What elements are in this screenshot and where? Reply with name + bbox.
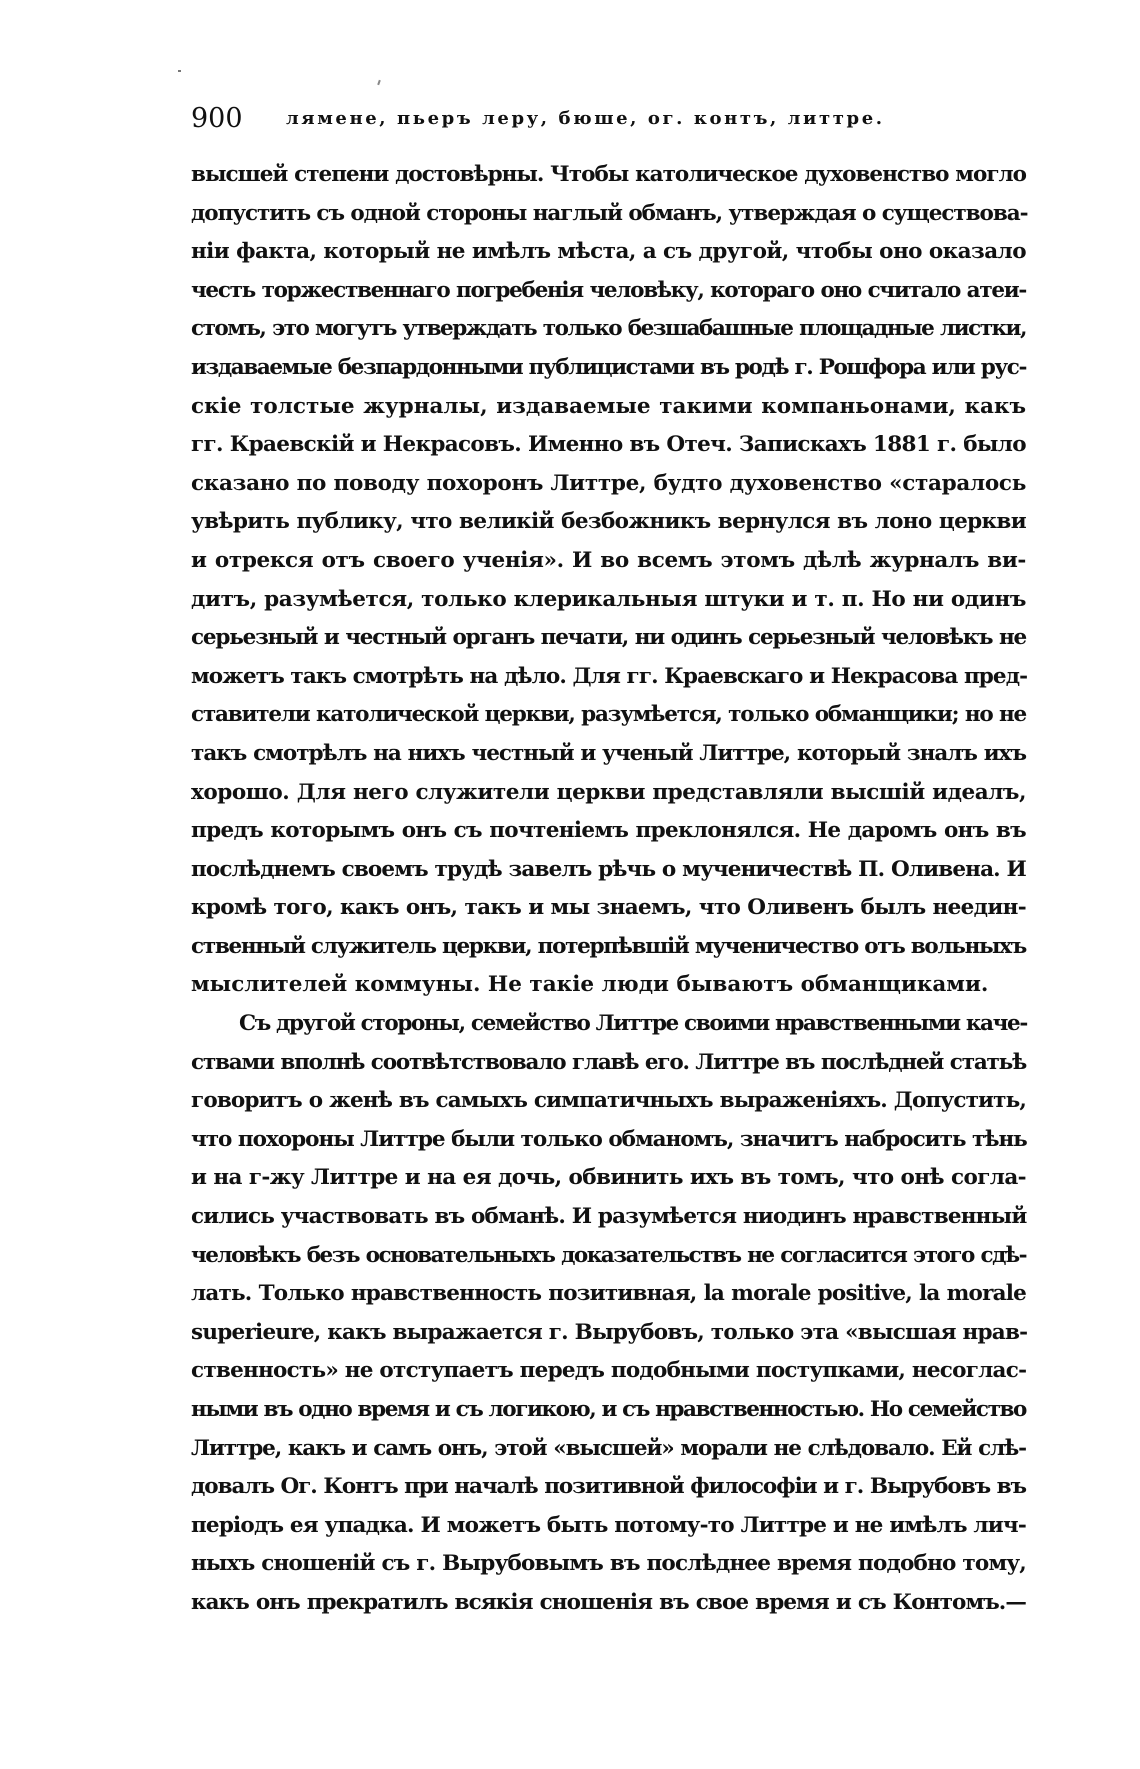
page-number: 900 xyxy=(191,103,243,134)
text-line: ствами вполнѣ соотвѣтствовало главѣ его. Литтре въ послѣдней статьѣ xyxy=(191,1049,1026,1075)
text-line: ственный служитель церкви, потерпѣвшій мученичество отъ вольныхъ xyxy=(191,933,1026,959)
text-line: высшей степени достовѣрны. Чтобы католическое духовенство могло xyxy=(191,162,1026,187)
text-line: говоритъ о женѣ въ самыхъ симпатичныхъ выраженіяхъ. Допустить, xyxy=(191,1088,1026,1114)
text-line: мыслителей коммуны. Не такіе люди бываютъ обманщиками. xyxy=(191,972,989,998)
text-line: такъ смотрѣлъ на нихъ честный и ученый Литтре, который зналъ ихъ xyxy=(191,740,1026,766)
text-line: superieure, какъ выражается г. Вырубовъ, только эта «высшая нрав- xyxy=(191,1319,1028,1345)
text-line: честь торжественнаго погребенія человѣку, котораго оно считало атеи- xyxy=(191,277,1026,303)
text-line: кромѣ того, какъ онъ, такъ и мы знаемъ, что Оливенъ былъ неедин- xyxy=(191,895,1026,921)
text-line: что похороны Литтре были только обманомъ, значитъ набросить тѣнь xyxy=(191,1126,1027,1152)
text-line: ныхъ сношеній съ г. Вырубовымъ въ послѣднее время подобно тому, xyxy=(191,1551,1026,1577)
text-line: предъ которымъ онъ съ почтеніемъ преклонялся. Не даромъ онъ въ xyxy=(191,818,1026,844)
text-line: какъ онъ прекратилъ всякія сношенія въ свое время и съ Контомъ.— xyxy=(191,1589,1026,1615)
text-line: лать. Только нравственность позитивная, la morale positive, la morale xyxy=(191,1281,1026,1307)
text-line: ными въ одно время и съ логикою, и съ нравственностью. Но семейство xyxy=(191,1397,1026,1422)
text-line: и на г-жу Литтре и на ея дочь, обвинить ихъ въ томъ, что онѣ согла- xyxy=(191,1165,1026,1191)
text-line: Литтре, какъ и самъ онъ, этой «высшей» морали не слѣдовало. Ей слѣ- xyxy=(191,1435,1026,1461)
text-line: Съ другой стороны, семейство Литтре своими нравственными каче- xyxy=(239,1011,1027,1037)
text-line: человѣкъ безъ основательныхъ доказательствъ не согласится этого сдѣ- xyxy=(191,1242,1026,1268)
text-line: сказано по поводу похоронъ Литтре, будто духовенство «старалось xyxy=(191,470,1026,496)
text-line: допустить съ одной стороны наглый обманъ, утверждая о существова- xyxy=(191,200,1028,226)
text-line: скіе толстые журналы, издаваемые такими компаньонами, какъ xyxy=(191,393,1026,419)
text-line: ставители католической церкви, разумѣется, только обманщики; но не xyxy=(191,702,1026,728)
page-header xyxy=(191,103,1026,139)
print-speck xyxy=(377,80,381,85)
print-speck xyxy=(178,70,181,72)
text-line: ственность» не отступаетъ передъ подобными поступками, несоглас- xyxy=(191,1358,1027,1384)
text-line: можетъ такъ смотрѣть на дѣло. Для гг. Краевскаго и Некрасова пред- xyxy=(191,663,1028,689)
text-line: серьезный и честный органъ печати, ни одинъ серьезный человѣкъ не xyxy=(191,625,1026,651)
text-line: гг. Краевскій и Некрасовъ. Именно въ Отеч. Запискахъ 1881 г. было xyxy=(191,432,1026,458)
text-line: сились участвовать въ обманѣ. И разумѣется ниодинъ нравственный xyxy=(191,1204,1027,1230)
text-line: ніи факта, который не имѣлъ мѣста, а съ другой, чтобы оно оказало xyxy=(191,239,1026,265)
text-line: хорошо. Для него служители церкви представляли высшій идеалъ, xyxy=(191,779,1026,805)
text-line: періодъ ея упадка. И можетъ быть потому-то Литтре и не имѣлъ лич- xyxy=(191,1512,1026,1538)
text-line: послѣднемъ своемъ трудѣ завелъ рѣчь о мученичествѣ П. Оливена. И xyxy=(191,856,1026,882)
text-line: и отрекся отъ своего ученія». И во всемъ этомъ дѣлѣ журналъ ви- xyxy=(191,547,1026,573)
text-line: увѣрить публику, что великій безбожникъ вернулся въ лоно церкви xyxy=(191,509,1026,535)
text-line: дитъ, разумѣется, только клерикальныя штуки и т. п. Но ни одинъ xyxy=(191,586,1026,612)
text-line: довалъ Ог. Контъ при началѣ позитивной философіи и г. Вырубовъ въ xyxy=(191,1474,1026,1500)
body-text xyxy=(191,156,1026,1623)
text-line: издаваемые безпардонными публицистами въ родѣ г. Рошфора или рус- xyxy=(191,354,1026,380)
text-line: стомъ, это могутъ утверждать только безшабашные площадные листки, xyxy=(191,316,1026,342)
running-head: лямене, пьеръ леру, бюше, ог. контъ, литтре. xyxy=(286,108,885,129)
